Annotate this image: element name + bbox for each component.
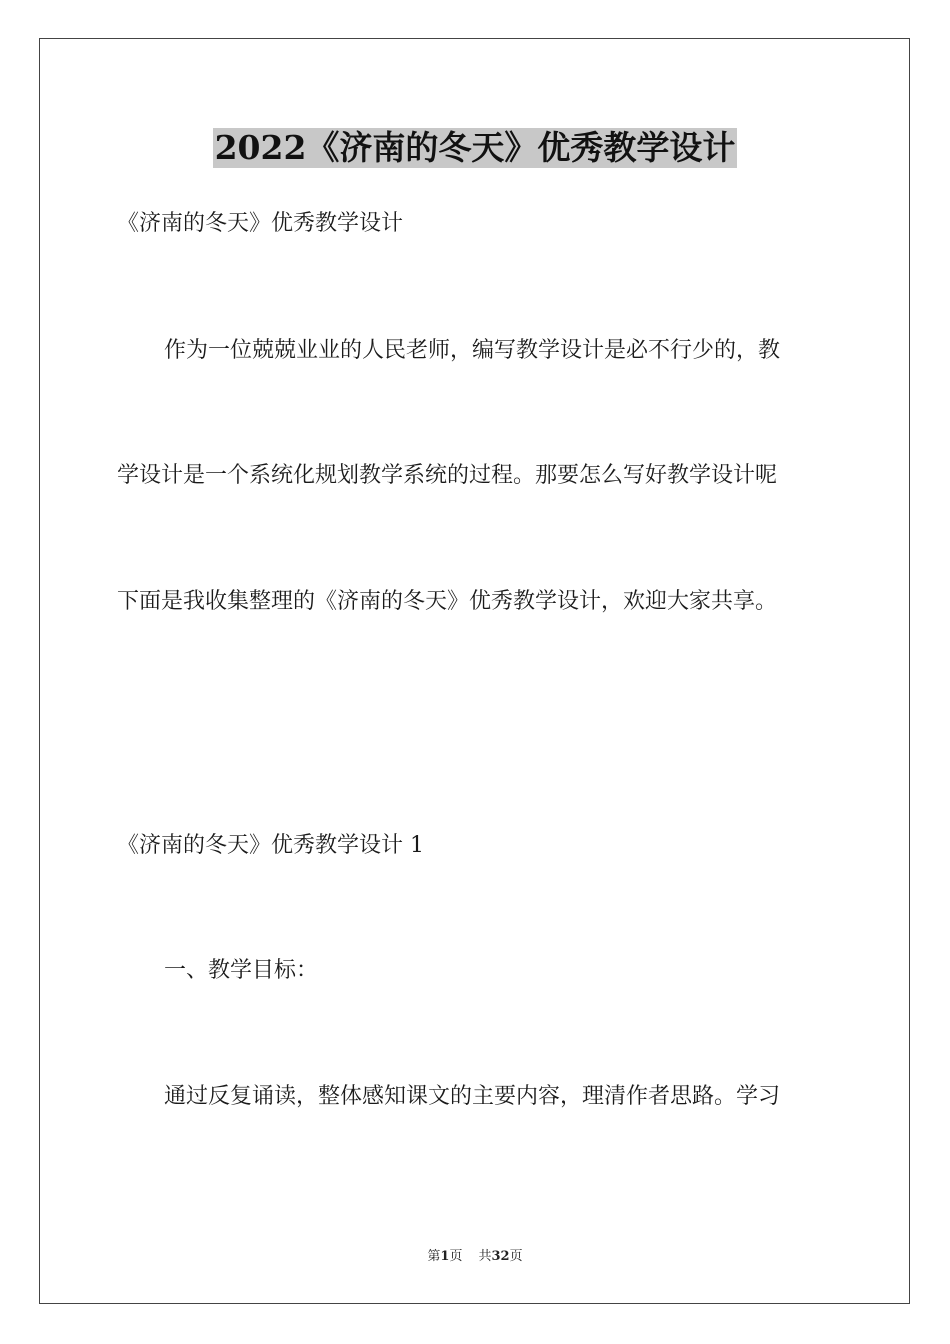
document-title: 2022《济南的冬天》优秀教学设计 [214,128,736,167]
footer-page-number: 1 [440,1249,450,1264]
intro-paragraph-line-2: 学设计是一个系统化规划教学系统的过程。那要怎么写好教学设计呢 [117,463,778,488]
page-footer [0,1248,950,1266]
title-container [0,128,950,168]
objectives-heading: 一、教学目标： [164,958,319,983]
footer-page-prefix: 第 [427,1249,441,1264]
objectives-paragraph-line-1: 通过反复诵读，整体感知课文的主要内容，理清作者思路。学习 [164,1084,781,1109]
footer-total-suffix: 页 [509,1249,523,1264]
intro-paragraph-line-3: 下面是我收集整理的《济南的冬天》优秀教学设计，欢迎大家共享。 [117,589,778,614]
section-heading: 《济南的冬天》优秀教学设计 1 [117,833,424,858]
intro-paragraph-line-1: 作为一位兢兢业业的人民老师，编写教学设计是必不行少的，教 [164,338,781,363]
footer-total-prefix: 共 [478,1249,492,1264]
footer-total-pages: 32 [491,1249,510,1264]
document-subtitle: 《济南的冬天》优秀教学设计 [117,211,404,236]
footer-page-suffix: 页 [449,1249,463,1264]
